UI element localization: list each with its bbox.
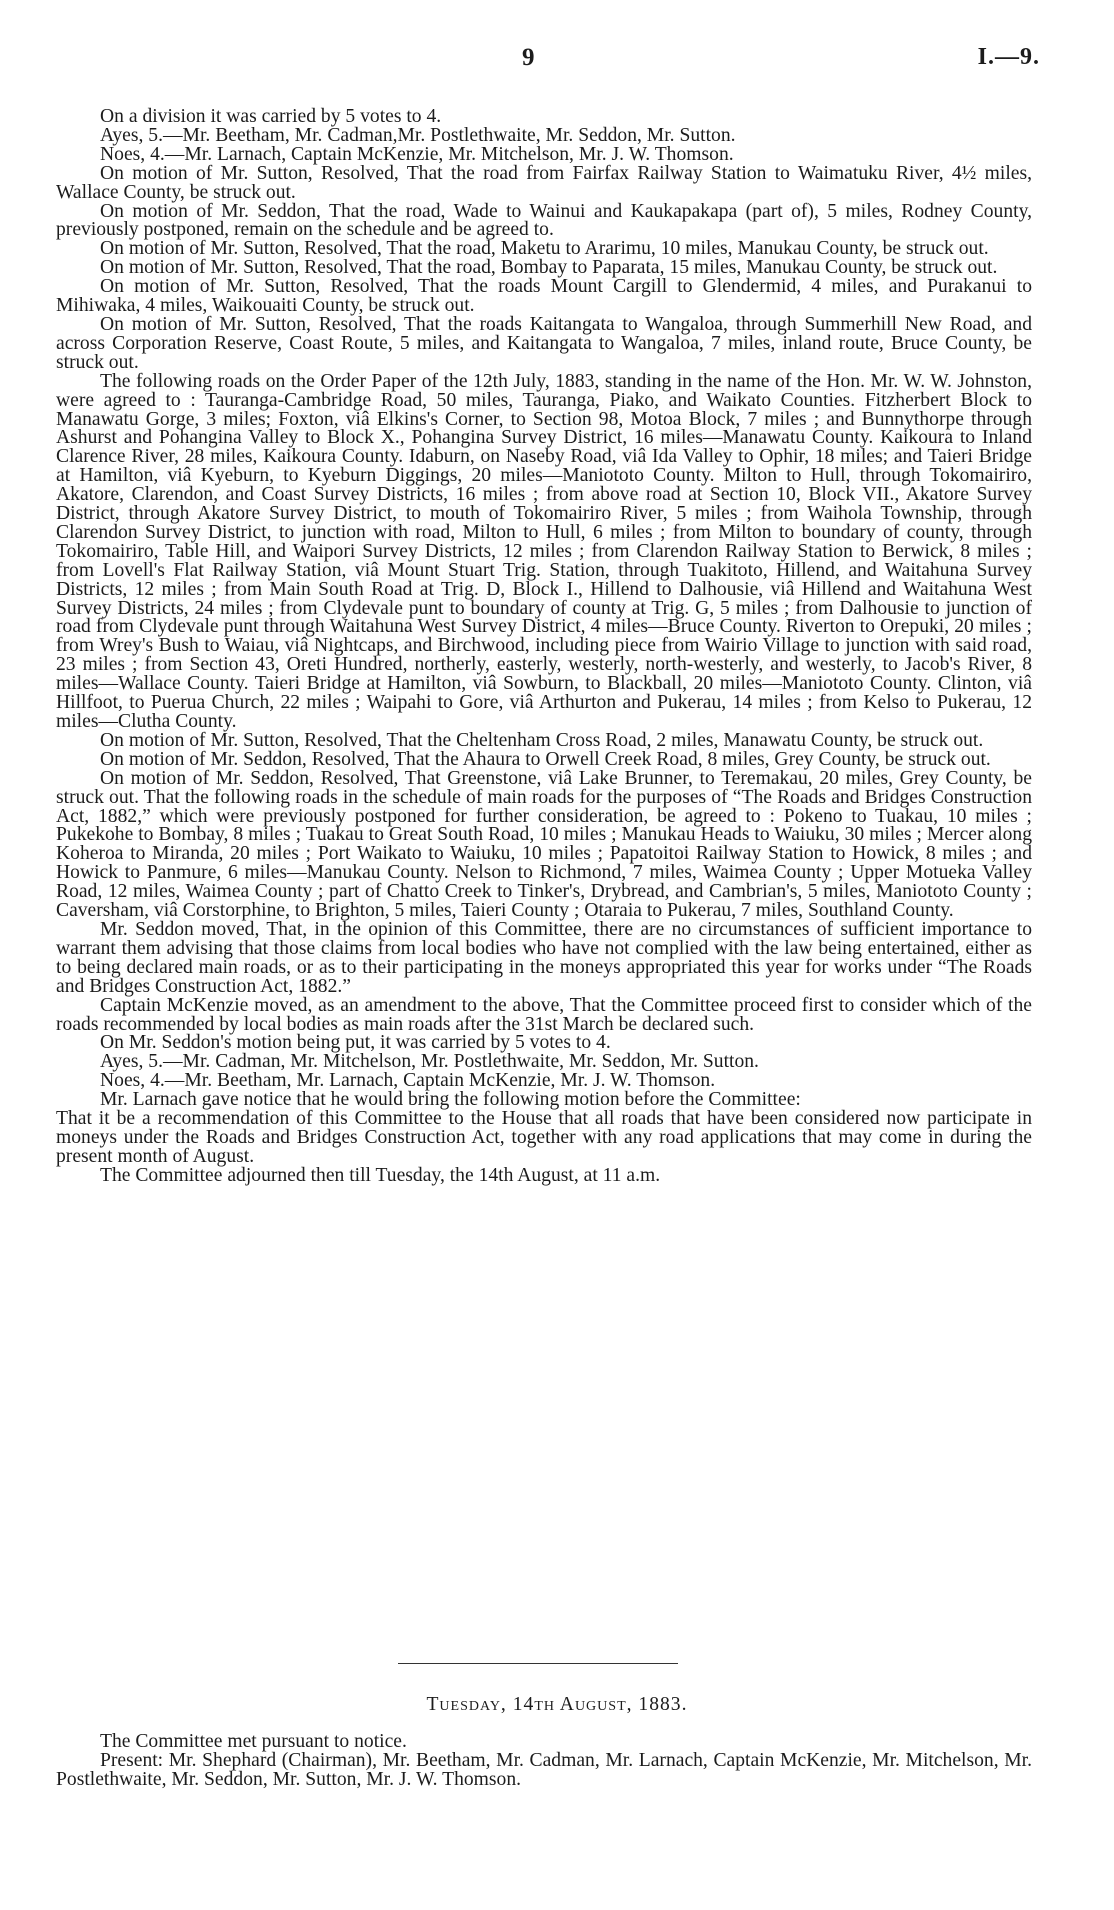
paragraph-noes: Noes, 4.—Mr. Larnach, Captain McKenzie, Mr. Mitchelson, Mr. J. W. Thomson. xyxy=(100,143,734,165)
paragraph: On Mr. Seddon's motion being put, it was carried by 5 votes to 4. xyxy=(100,1032,611,1054)
section-divider xyxy=(398,1663,678,1664)
paragraph: That it be a recommendation of this Committee to the House that all roads that have been considered now participate in moneys under the Roads and Bridges Construction Act, together with any road applications that may come in during the present month of August. xyxy=(56,1108,1032,1167)
paragraph: The following roads on the Order Paper of the 12th July, 1883, standing in the name of the Hon. Mr. W. W. Johnston, were agreed to : Tauranga-Cambridge Road, 50 miles, Tauranga, Piako, and Waikato Counties. Fitzherbert Block to Manawatu Gorge, 3 miles; Foxton, viâ Elkins's Corner, to Section 98, Motoa Block, 7 miles ; and Bunnythorpe through Ashurst and Pohangina Valley to Block X., Pohangina Survey District, 16 miles—Manawatu County. Kaikoura to Inland Clarence River, 28 miles, Kaikoura County. Idaburn, on Naseby Road, viâ Ida Valley to Ophir, 18 miles; and Taieri Bridge at Hamilton, viâ Kyeburn, to Kyeburn Diggings, 20 miles—Maniototo County. Milton to Hull, through Tokomairiro, Akatore, Clarendon, and Coast Survey Districts, 16 miles ; from above road at Section 10, Block VII., Akatore Survey District, through Akatore Survey District, to mouth of Tokomairiro River, 5 miles ; from Waihola Township, through Clarendon Survey District, to junction with road, Milton to Hull, 6 miles ; from Milton to boundary of county, through Tokomairiro, Table Hill, and Waipori Survey Districts, 12 miles ; from Clarendon Railway Station to Berwick, 8 miles ; from Lovell's Flat Railway Station, viâ Mount Stuart Trig. Station, through Tuakitoto, Hillend, and Waitahuna Survey Districts, 12 miles ; from Main South Road at Trig. D, Block I., Hillend to Dalhousie, viâ Hillend and Waitahuna West Survey Districts, 24 miles ; from Clydevale punt to boundary of county at Trig. G, 5 miles ; from Dalhousie to junction of road from Clydevale punt through Waitahuna West Survey District, 4 miles—Bruce County. Riverton to Orepuki, 20 miles ; from Wrey's Bush to Waiau, viâ Nightcaps, and Birchwood, including piece from Wairio Village to junction with said road, 23 miles ; from Section 43, Oreti Hundred, northerly, easterly, westerly, north-westerly, and westerly, to Jacob's River, 8 miles—Wallace County. Taieri Bridge at Hamilton, viâ Sowburn, to Blackball, 20 miles—Maniototo County. Clinton, viâ Hillfoot, to Puerua Church, 22 miles ; Waipahi to Gore, viâ Arthurton and Pukerau, 14 miles ; from Kelso to Pukerau, 12 miles—Clutha County. xyxy=(56,370,1032,732)
paragraph: Captain McKenzie moved, as an amendment to the above, That the Committee proceed first to consider which of the roads recommended by local bodies as main roads after the 31st March be declared such. xyxy=(56,994,1032,1035)
paragraph: On motion of Mr. Sutton, Resolved, That the Cheltenham Cross Road, 2 miles, Manawatu County, be struck out. xyxy=(100,729,984,751)
paragraph: On motion of Mr. Seddon, Resolved, That Greenstone, viâ Lake Brunner, to Teremakau, 20 miles, Grey County, be struck out. That the following roads in the schedule of main roads for the purposes of “The Roads and Bridges Construction Act, 1882,” which were previously postponed for further consideration, be agreed to : Pokeno to Tuakau, 10 miles ; Pukekohe to Bombay, 8 miles ; Tuakau to Great South Road, 10 miles ; Manukau Heads to Waiuku, 30 miles ; Mercer along Koheroa to Miranda, 20 miles ; Port Waikato to Waiuku, 10 miles ; Papatoitoi Railway Station to Howick, 8 miles ; and Howick to Panmure, 6 miles—Manukau County. Nelson to Richmond, 7 miles, Waimea County ; Upper Motueka Valley Road, 12 miles, Waimea County ; part of Chatto Creek to Tinker's, Drybread, and Cambrian's, 5 miles, Maniototo County ; Caversham, viâ Corstorphine, to Brighton, 5 miles, Taieri County ; Otaraia to Pukerau, 7 miles, Southland County. xyxy=(56,767,1032,922)
paragraph: On motion of Mr. Seddon, That the road, Wade to Wainui and Kaukapakapa (part of), 5 miles, Rodney County, previously postponed, remain on the schedule and be agreed to. xyxy=(56,200,1032,241)
session-date: Tuesday, 14th August, 1883. xyxy=(426,1694,688,1715)
page-header xyxy=(0,44,1114,84)
paragraph: The Committee adjourned then till Tuesday, the 14th August, at 11 a.m. xyxy=(100,1164,661,1186)
paragraph-noes: Noes, 4.—Mr. Beetham, Mr. Larnach, Captain McKenzie, Mr. J. W. Thomson. xyxy=(100,1070,716,1092)
paragraph: On motion of Mr. Sutton, Resolved, That the roads Kaitangata to Wangaloa, through Summerhill New Road, and across Corporation Reserve, Coast Route, 5 miles, and Kaitangata to Wangaloa, 7 miles, inland route, Bruce County, be struck out. xyxy=(56,313,1032,373)
session-minutes xyxy=(56,1733,1032,1790)
paragraph: On motion of Mr. Sutton, Resolved, That the road from Fairfax Railway Station to Waimatuku River, 4½ miles, Wallace County, be struck out. xyxy=(56,162,1032,203)
paragraph: Mr. Larnach gave notice that he would bring the following motion before the Committee: xyxy=(100,1089,801,1111)
session-heading xyxy=(0,1694,1114,1716)
paragraph: On motion of Mr. Seddon, Resolved, That the Ahaura to Orwell Creek Road, 8 miles, Grey County, be struck out. xyxy=(100,748,991,770)
paragraph-ayes: Ayes, 5.—Mr. Beetham, Mr. Cadman,Mr. Postlethwaite, Mr. Seddon, Mr. Sutton. xyxy=(100,124,736,146)
paragraph: On a division it was carried by 5 votes to 4. xyxy=(100,106,442,127)
paragraph: On motion of Mr. Sutton, Resolved, That the roads Mount Cargill to Glendermid, 4 miles, and Purakanui to Mihiwaka, 4 miles, Waikouaiti County, be struck out. xyxy=(56,276,1032,317)
paragraph: Mr. Seddon moved, That, in the opinion of this Committee, there are no circumstances of sufficient importance to warrant them advising that those claims from local bodies who have not complied with the law being entertained, either as to being declared main roads, or as to their participating in the moneys appropriated this year for works under “The Roads and Bridges Construction Act, 1882.” xyxy=(56,918,1032,997)
document-reference: I.—9. xyxy=(977,44,1040,70)
paragraph: On motion of Mr. Sutton, Resolved, That the road, Maketu to Ararimu, 10 miles, Manukau County, be struck out. xyxy=(100,238,989,260)
paragraph: The Committee met pursuant to notice. xyxy=(100,1731,407,1752)
minutes-body xyxy=(56,108,1032,1186)
paragraph-ayes: Ayes, 5.—Mr. Cadman, Mr. Mitchelson, Mr. Postlethwaite, Mr. Seddon, Mr. Sutton. xyxy=(100,1051,759,1073)
paragraph-present: Present: Mr. Shephard (Chairman), Mr. Beetham, Mr. Cadman, Mr. Larnach, Captain McKenzie, Mr. Mitchelson, Mr. Postlethwaite, Mr. Seddon, Mr. Sutton, Mr. J. W. Thomson. xyxy=(56,1749,1032,1790)
paragraph: On motion of Mr. Sutton, Resolved, That the road, Bombay to Paparata, 15 miles, Manukau County, be struck out. xyxy=(100,257,998,279)
page-number: 9 xyxy=(522,44,535,71)
